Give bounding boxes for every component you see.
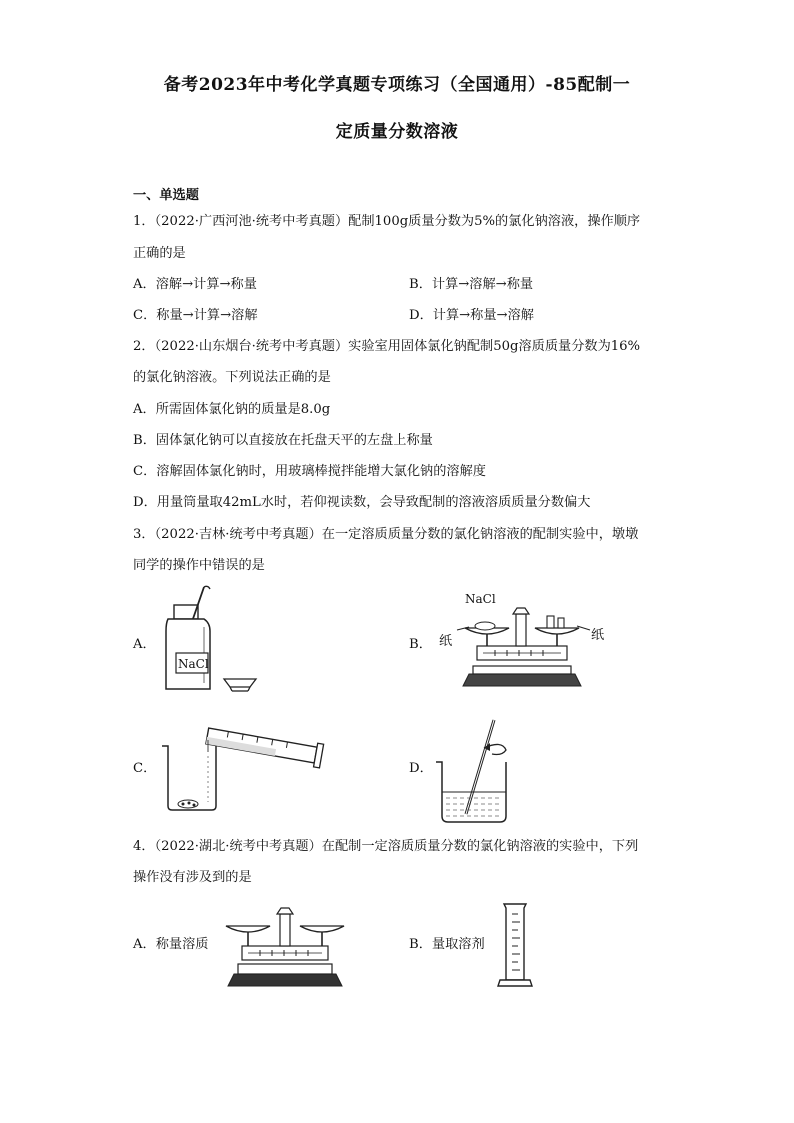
- q1-option-c: C．称量→计算→溶解: [133, 308, 258, 323]
- q4-stem-line1: 4．（2022·湖北·统考中考真题）在配制一定溶质质量分数的氯化钠溶液的实验中，下列: [133, 839, 639, 854]
- figure-paper-right-label: 纸: [591, 628, 605, 643]
- q2-option-d: D．用量筒量取42mL水时，若仰视读数，会导致配制的溶液溶质质量分数偏大: [133, 495, 591, 510]
- q3-option-a: A．: [133, 637, 156, 652]
- q2-option-b: B．固体氯化钠可以直接放在托盘天平的左盘上称量: [133, 433, 433, 448]
- figure-pour-cylinder: [158, 722, 338, 812]
- q2-stem-line2: 的氯化钠溶液。下列说法正确的是: [133, 370, 331, 385]
- q3-option-d: D．: [409, 761, 433, 776]
- q2-stem-line1: 2．（2022·山东烟台·统考中考真题）实验室用固体氯化钠配制50g溶质质量分数为16%: [133, 339, 641, 354]
- figure-stir-rod: [430, 716, 520, 826]
- q1-option-b: B．计算→溶解→称量: [409, 277, 534, 292]
- figure-paper-left-label: 纸: [439, 634, 453, 649]
- q2-option-a: A．所需固体氯化钠的质量是8.0g: [133, 402, 331, 417]
- q1-option-a: A．溶解→计算→称量: [133, 277, 257, 292]
- section-heading: 一、单选题: [133, 188, 199, 203]
- q2-option-c: C．溶解固体氯化钠时，用玻璃棒搅拌能增大氯化钠的溶解度: [133, 464, 486, 479]
- q3-stem-line2: 同学的操作中错误的是: [133, 558, 265, 573]
- page-title-line2: 定质量分数溶液: [335, 122, 459, 142]
- q1-stem-line2: 正确的是: [133, 246, 186, 261]
- q1-option-d: D．计算→称量→溶解: [409, 308, 534, 323]
- q4-stem-line2: 操作没有涉及到的是: [133, 870, 252, 885]
- q4-option-a: A．称量溶质: [133, 937, 209, 952]
- figure-graduated-cylinder: [496, 900, 536, 992]
- q3-option-b: B．: [409, 637, 432, 652]
- figure-nacl-label: NaCl: [178, 657, 209, 671]
- page-title-line1: 备考2023年中考化学真题专项练习（全国通用）-85配制一: [163, 75, 631, 95]
- figure-reagent-bottle: [160, 583, 270, 695]
- q3-stem-line1: 3．（2022·吉林·统考中考真题）在一定溶质质量分数的氯化钠溶液的配制实验中，墩墩: [133, 527, 639, 542]
- q1-stem-line1: 1．（2022·广西河池·统考中考真题）配制100g质量分数为5%的氯化钠溶液，操作顺序: [133, 214, 641, 229]
- figure-balance-nacl-label: NaCl: [465, 592, 496, 606]
- figure-balance: [220, 906, 350, 988]
- q4-option-b: B．量取溶剂: [409, 937, 485, 952]
- q3-option-c: C．: [133, 761, 157, 776]
- figure-balance-with-paper: [435, 590, 605, 690]
